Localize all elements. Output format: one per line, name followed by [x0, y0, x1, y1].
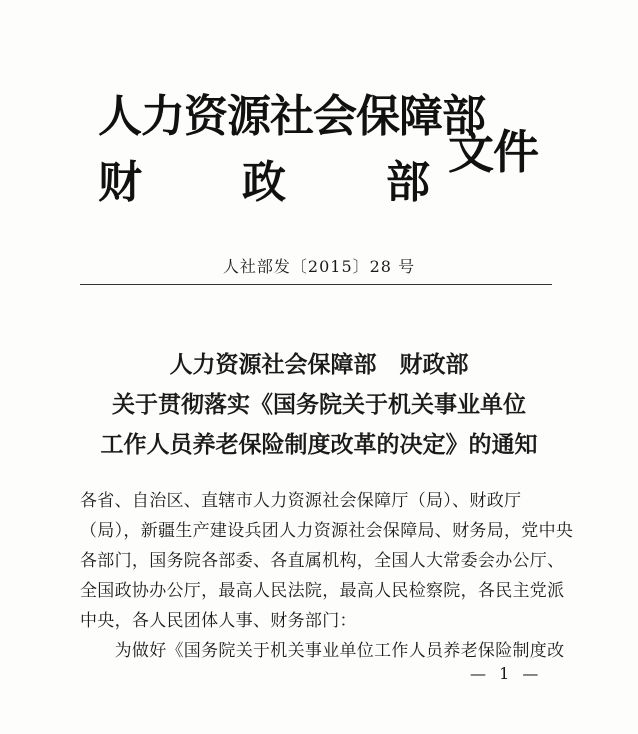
document-type-label: 文件: [448, 125, 538, 179]
body-line: 中央，各人民团体人事、财务部门：: [80, 611, 357, 631]
body-line: 为做好《国务院关于机关事业单位工作人员养老保险制度改: [80, 641, 565, 661]
issuer-name-mof: [98, 146, 438, 208]
notice-title-line: 人力资源社会保障部 财政部: [169, 351, 469, 378]
header-divider: [80, 284, 552, 285]
body-line: 全国政协办公厅，最高人民法院，最高人民检察院，各民主党派: [80, 581, 565, 601]
issuer-char: 财: [98, 157, 142, 208]
notice-title-line: 关于贯彻落实《国务院关于机关事业单位: [112, 391, 526, 418]
page-number: — 1 —: [470, 664, 543, 683]
document-number: 人社部发〔2015〕28 号: [222, 257, 416, 276]
issuer-char: 政: [242, 157, 286, 208]
notice-title-line: 工作人员养老保险制度改革的决定》的通知: [100, 431, 538, 458]
body-line: 各部门，国务院各部委、各直属机构，全国人大常委会办公厅、: [80, 551, 565, 571]
body-line: 各省、自治区、直辖市人力资源社会保障厅（局）、财政厅: [80, 491, 522, 511]
body-line: （局），新疆生产建设兵团人力资源社会保障局、财务局，党中央: [80, 521, 574, 541]
issuer-name-hrss: 人力资源社会保障部: [98, 91, 485, 142]
issuer-char: 部: [386, 157, 430, 208]
